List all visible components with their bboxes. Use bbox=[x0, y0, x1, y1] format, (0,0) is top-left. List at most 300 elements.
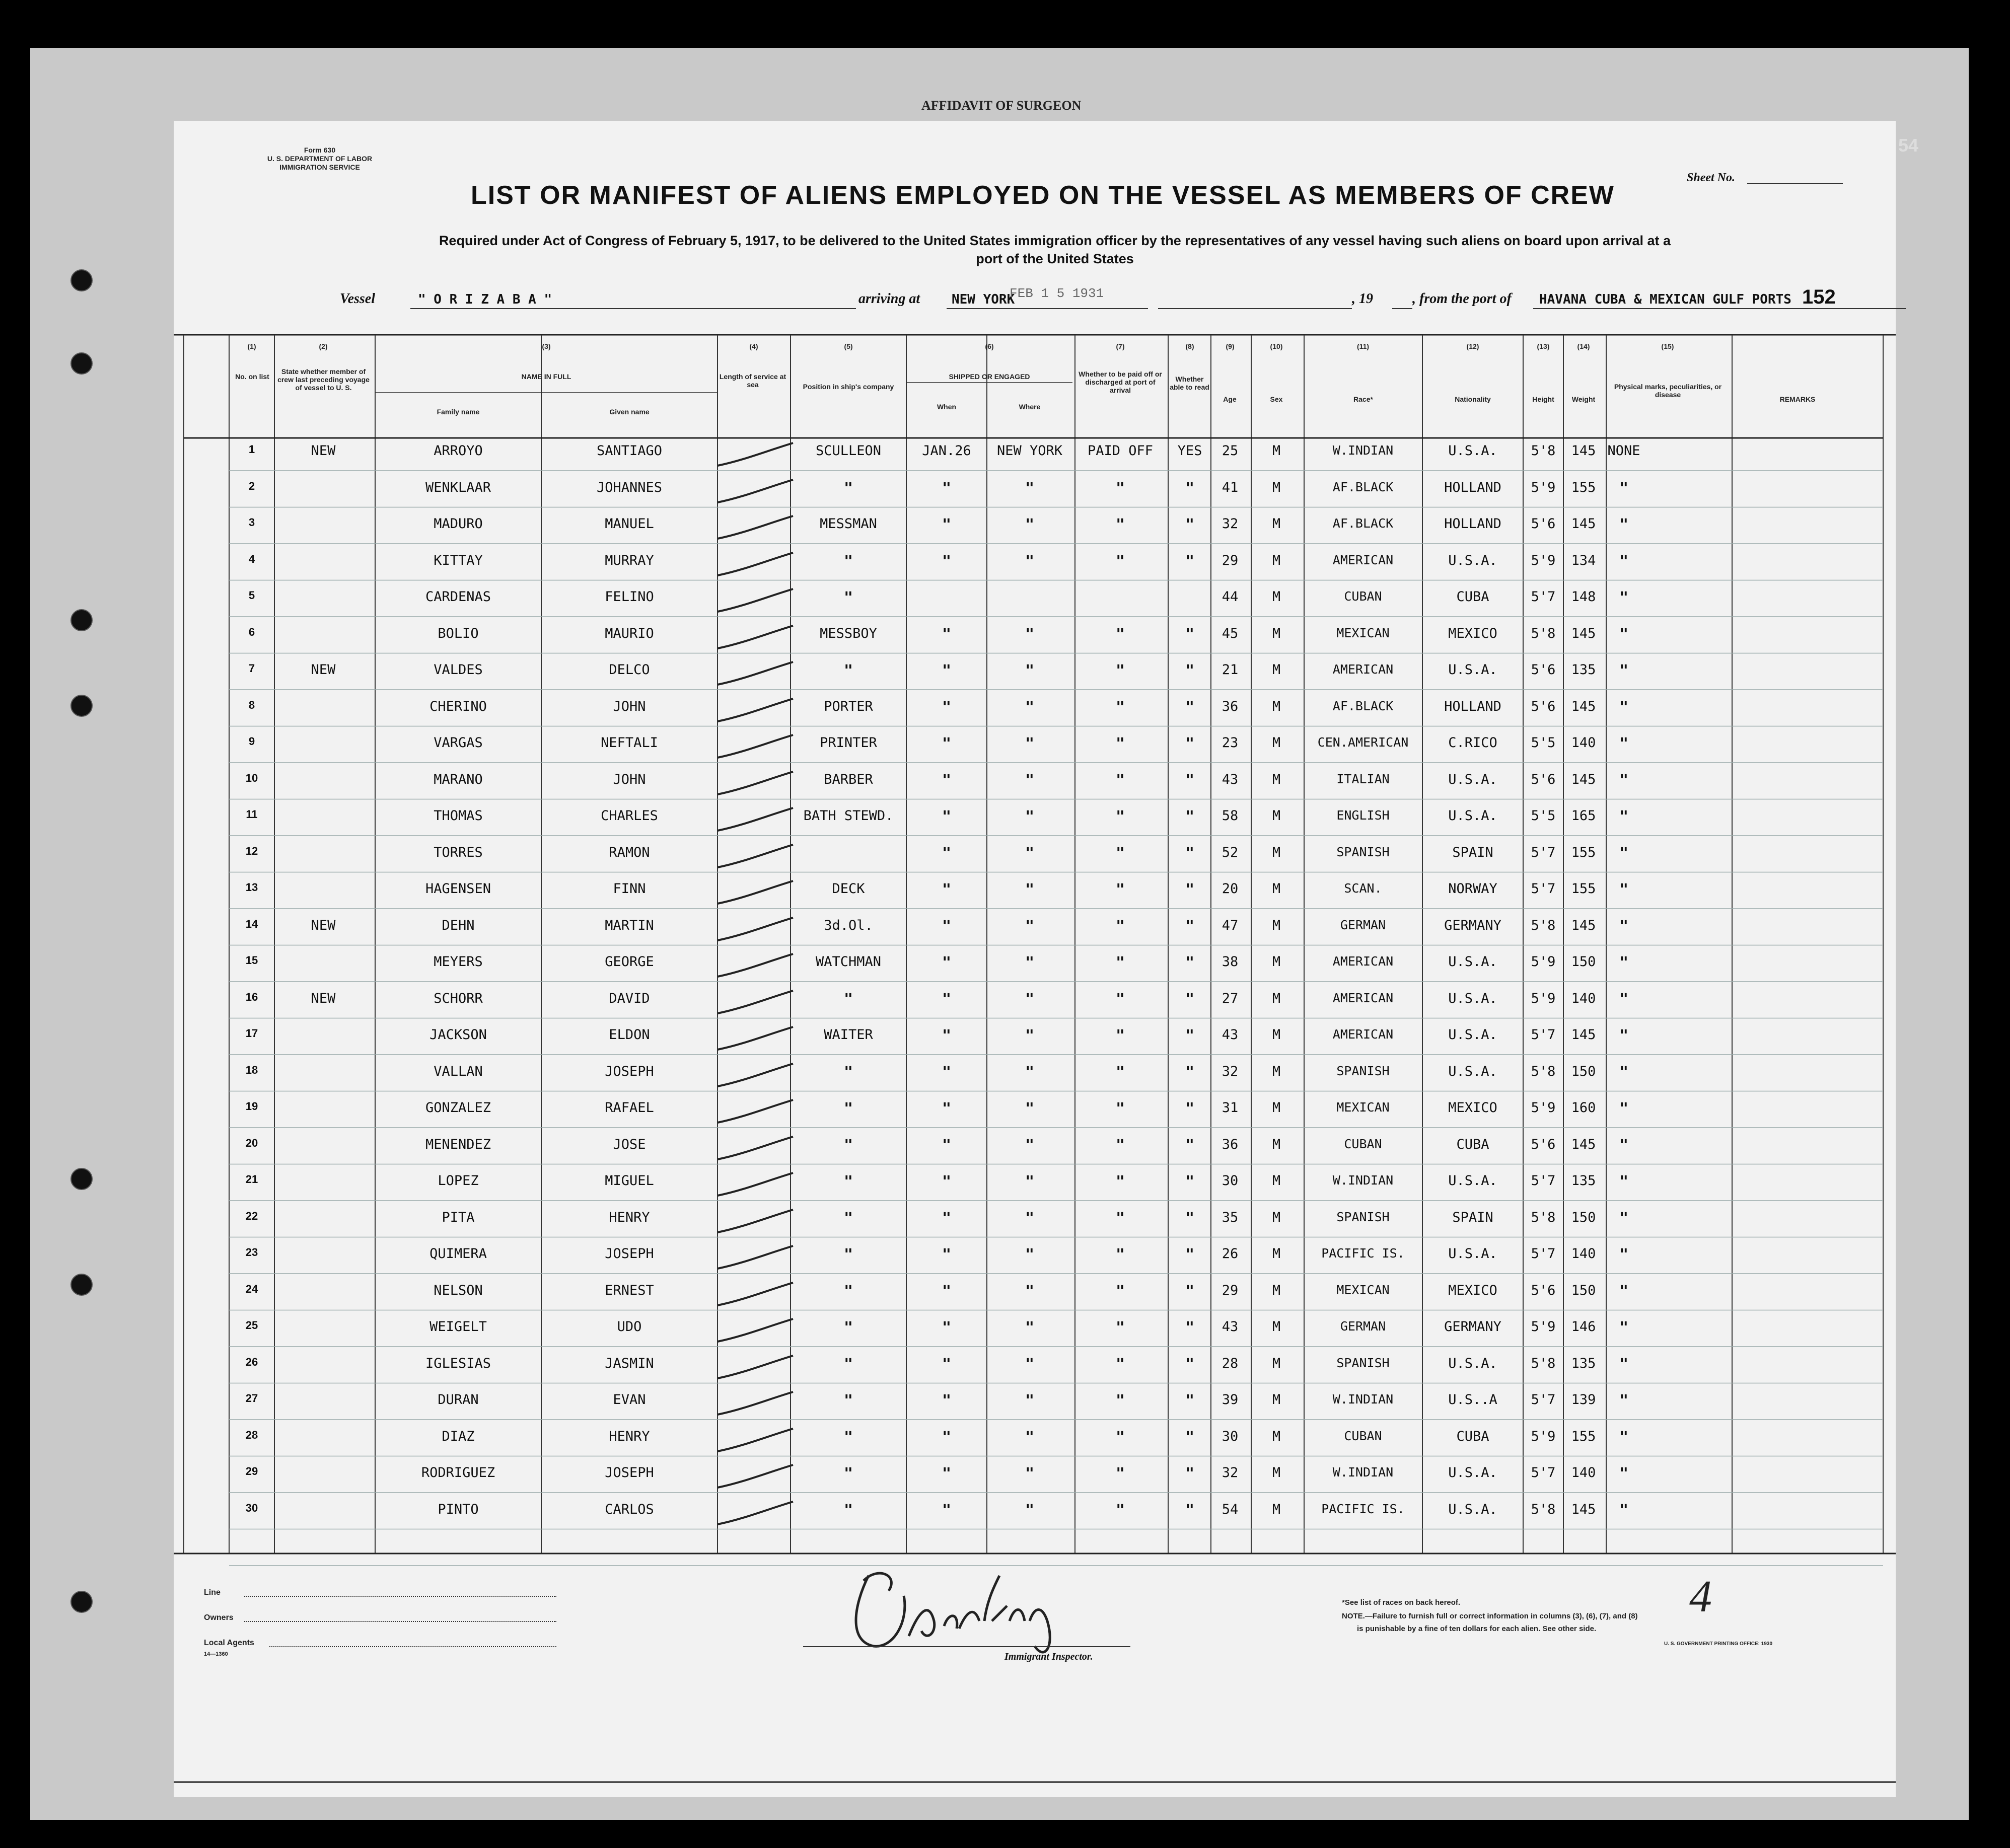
cell-when: " bbox=[942, 1355, 952, 1373]
vessel-label: Vessel bbox=[340, 291, 375, 307]
cell-family: WEIGELT bbox=[429, 1319, 487, 1335]
cell-given: JOSEPH bbox=[605, 1465, 654, 1481]
cell-given: RAMON bbox=[609, 844, 650, 860]
cell-position: " bbox=[843, 1428, 853, 1446]
cell-where: " bbox=[1025, 917, 1035, 935]
cell-prev: NEW bbox=[311, 990, 336, 1006]
cell-sex: M bbox=[1272, 1282, 1281, 1298]
cell-nat: GERMANY bbox=[1444, 917, 1501, 933]
cell-read: " bbox=[1185, 808, 1195, 826]
cell-read: " bbox=[1185, 1282, 1195, 1300]
cell-where: " bbox=[1025, 1501, 1035, 1519]
cell-height: 5'8 bbox=[1531, 1063, 1556, 1079]
column-number: (3) bbox=[542, 342, 551, 350]
cell-where: " bbox=[1025, 1392, 1035, 1410]
cell-age: 31 bbox=[1222, 1100, 1239, 1116]
cell-age: 39 bbox=[1222, 1392, 1239, 1408]
service-check-mark bbox=[712, 1462, 798, 1493]
cell-sex: M bbox=[1272, 552, 1281, 568]
cell-marks: " bbox=[1619, 1027, 1629, 1045]
cell-race: CUBAN bbox=[1344, 1428, 1382, 1443]
cell-nat: U.S.A. bbox=[1448, 1501, 1497, 1517]
cell-height: 5'6 bbox=[1531, 662, 1556, 678]
cell-family: RODRIGUEZ bbox=[421, 1465, 495, 1481]
cell-sex: M bbox=[1272, 1428, 1281, 1444]
cell-race: MEXICAN bbox=[1336, 1282, 1390, 1297]
cell-position: PORTER bbox=[824, 698, 873, 714]
cell-marks: " bbox=[1619, 1173, 1629, 1191]
form-id: Form 630 U. S. DEPARTMENT OF LABOR IMMIGRATION SERVICE bbox=[267, 146, 373, 171]
cell-given: CHARLES bbox=[601, 808, 658, 824]
cell-position: " bbox=[843, 1063, 853, 1081]
cell-paid: " bbox=[1115, 808, 1125, 826]
from-label: , from the port of bbox=[1412, 291, 1512, 307]
service-check-mark bbox=[712, 1499, 798, 1529]
cell-position: PRINTER bbox=[820, 735, 877, 751]
cell-no: 26 bbox=[245, 1355, 258, 1368]
cell-read: " bbox=[1185, 844, 1195, 862]
cell-marks: " bbox=[1619, 1209, 1629, 1227]
cell-position: SCULLEON bbox=[815, 443, 882, 459]
cell-where: " bbox=[1025, 516, 1035, 534]
cell-given: SANTIAGO bbox=[596, 443, 663, 459]
cell-no: 28 bbox=[245, 1428, 258, 1441]
col-header-where: Where bbox=[1019, 403, 1041, 411]
cell-nat: SPAIN bbox=[1452, 1209, 1493, 1225]
cell-when: " bbox=[942, 1209, 952, 1227]
cell-given: FINN bbox=[613, 881, 646, 897]
cell-weight: 145 bbox=[1571, 443, 1596, 459]
crew-manifest-form bbox=[174, 121, 1896, 1797]
column-number: (11) bbox=[1356, 342, 1370, 350]
col-header-paid-off: Whether to be paid off or discharged at port of arrival bbox=[1079, 370, 1162, 394]
column-number: (8) bbox=[1185, 342, 1194, 350]
cell-when: " bbox=[942, 881, 952, 899]
cell-sex: M bbox=[1272, 1100, 1281, 1116]
cell-prev: NEW bbox=[311, 662, 336, 678]
cell-age: 47 bbox=[1222, 917, 1239, 933]
cell-family: HAGENSEN bbox=[425, 881, 491, 897]
cell-weight: 139 bbox=[1571, 1392, 1596, 1408]
cell-height: 5'6 bbox=[1531, 1136, 1556, 1152]
col-header-age: Age bbox=[1223, 395, 1237, 403]
cell-marks: " bbox=[1619, 1319, 1629, 1337]
cell-where: " bbox=[1025, 881, 1035, 899]
cell-age: 25 bbox=[1222, 443, 1239, 459]
binder-hole bbox=[70, 1591, 93, 1613]
cell-when: " bbox=[942, 625, 952, 643]
column-number: (6) bbox=[985, 342, 994, 350]
cell-height: 5'7 bbox=[1531, 1246, 1556, 1262]
cell-marks: " bbox=[1619, 735, 1629, 753]
binder-hole bbox=[70, 1274, 93, 1296]
cell-marks: " bbox=[1619, 552, 1629, 570]
cell-height: 5'5 bbox=[1531, 808, 1556, 824]
cell-where: " bbox=[1025, 1027, 1035, 1045]
binder-hole bbox=[70, 1168, 93, 1190]
cell-where: " bbox=[1025, 808, 1035, 826]
cell-no: 1 bbox=[248, 443, 255, 456]
cell-sex: M bbox=[1272, 1246, 1281, 1262]
cell-weight: 148 bbox=[1571, 589, 1596, 605]
underlay-title: AFFIDAVIT OF SURGEON bbox=[921, 98, 1082, 113]
printer-imprint: U. S. GOVERNMENT PRINTING OFFICE: 1930 bbox=[1664, 1641, 1773, 1647]
binder-hole bbox=[70, 609, 93, 631]
cell-position: " bbox=[843, 1173, 853, 1191]
cell-marks: " bbox=[1619, 808, 1629, 826]
cell-race: AMERICAN bbox=[1332, 1027, 1394, 1042]
cell-when: " bbox=[942, 990, 952, 1008]
cell-age: 36 bbox=[1222, 698, 1239, 714]
cell-sex: M bbox=[1272, 662, 1281, 678]
inspector-signature bbox=[833, 1545, 1145, 1661]
cell-paid: " bbox=[1115, 625, 1125, 643]
cell-no: 24 bbox=[245, 1282, 258, 1295]
cell-when: JAN.26 bbox=[922, 443, 971, 459]
cell-age: 32 bbox=[1222, 1063, 1239, 1079]
cell-marks: " bbox=[1619, 1501, 1629, 1519]
cell-weight: 145 bbox=[1571, 516, 1596, 532]
cell-given: JOSEPH bbox=[605, 1063, 654, 1079]
cell-race: AMERICAN bbox=[1332, 662, 1394, 677]
cell-age: 35 bbox=[1222, 1209, 1239, 1225]
service-check-mark bbox=[712, 586, 798, 617]
cell-paid: " bbox=[1115, 1100, 1125, 1118]
cell-family: TORRES bbox=[434, 844, 483, 860]
cell-nat: U.S.A. bbox=[1448, 552, 1497, 568]
column-number: (5) bbox=[844, 342, 853, 350]
cell-marks: " bbox=[1619, 844, 1629, 862]
from-port: HAVANA CUBA & MEXICAN GULF PORTS bbox=[1539, 292, 1791, 307]
cell-race: AF.BLACK bbox=[1332, 698, 1394, 713]
cell-height: 5'9 bbox=[1531, 1319, 1556, 1335]
cell-family: VARGAS bbox=[434, 735, 483, 751]
cell-where: NEW YORK bbox=[996, 443, 1063, 459]
cell-read: " bbox=[1185, 990, 1195, 1008]
cell-family: WENKLAAR bbox=[425, 479, 491, 495]
arriving-port: NEW YORK bbox=[952, 292, 1015, 307]
cell-where: " bbox=[1025, 1100, 1035, 1118]
cell-race: AF.BLACK bbox=[1332, 479, 1394, 494]
cell-position: " bbox=[843, 589, 853, 607]
cell-given: JOSE bbox=[613, 1136, 646, 1152]
cell-read: " bbox=[1185, 1319, 1195, 1337]
cell-read: " bbox=[1185, 1246, 1195, 1264]
cell-nat: GERMANY bbox=[1444, 1319, 1501, 1335]
cell-height: 5'7 bbox=[1531, 1465, 1556, 1481]
cell-paid: " bbox=[1115, 844, 1125, 862]
cell-where: " bbox=[1025, 1173, 1035, 1191]
cell-read: " bbox=[1185, 954, 1195, 972]
cell-paid: " bbox=[1115, 1063, 1125, 1081]
column-number: (15) bbox=[1661, 342, 1674, 350]
cell-read: " bbox=[1185, 771, 1195, 789]
cell-paid: " bbox=[1115, 1428, 1125, 1446]
cell-weight: 150 bbox=[1571, 1282, 1596, 1298]
cell-when: " bbox=[942, 1501, 952, 1519]
vessel-name: " O R I Z A B A " bbox=[418, 292, 552, 307]
cell-weight: 134 bbox=[1571, 552, 1596, 568]
cell-paid: " bbox=[1115, 735, 1125, 753]
cell-given: JOSEPH bbox=[605, 1246, 654, 1262]
cell-age: 52 bbox=[1222, 844, 1239, 860]
cell-marks: " bbox=[1619, 516, 1629, 534]
cell-paid: " bbox=[1115, 1501, 1125, 1519]
cell-race: PACIFIC IS. bbox=[1321, 1246, 1405, 1261]
cell-nat: U.S.A. bbox=[1448, 990, 1497, 1006]
cell-race: MEXICAN bbox=[1336, 625, 1390, 640]
cell-position: " bbox=[843, 479, 853, 497]
cell-paid: " bbox=[1115, 1282, 1125, 1300]
cell-age: 45 bbox=[1222, 625, 1239, 641]
cell-family: KITTAY bbox=[434, 552, 483, 568]
cell-age: 27 bbox=[1222, 990, 1239, 1006]
cell-where: " bbox=[1025, 771, 1035, 789]
cell-sex: M bbox=[1272, 625, 1281, 641]
service-check-mark bbox=[712, 440, 798, 471]
cell-position: " bbox=[843, 1465, 853, 1483]
cell-family: MEYERS bbox=[434, 954, 483, 970]
cell-nat: CUBA bbox=[1456, 1428, 1489, 1444]
arriving-label: arriving at bbox=[858, 291, 920, 307]
cell-given: EVAN bbox=[613, 1392, 646, 1408]
cell-where: " bbox=[1025, 698, 1035, 716]
cell-when: " bbox=[942, 479, 952, 497]
cell-race: CEN.AMERICAN bbox=[1317, 735, 1409, 750]
cell-weight: 135 bbox=[1571, 1355, 1596, 1371]
cell-where: " bbox=[1025, 1465, 1035, 1483]
cell-age: 41 bbox=[1222, 479, 1239, 495]
cell-marks: " bbox=[1619, 954, 1629, 972]
cell-marks: " bbox=[1619, 698, 1629, 716]
cell-position: WAITER bbox=[824, 1027, 873, 1043]
col-header-weight: Weight bbox=[1571, 395, 1596, 403]
margin-mark: 4 bbox=[1689, 1572, 1712, 1621]
cell-paid: " bbox=[1115, 917, 1125, 935]
cell-sex: M bbox=[1272, 1209, 1281, 1225]
cell-read: " bbox=[1185, 1027, 1195, 1045]
cell-given: JASMIN bbox=[605, 1355, 654, 1371]
cell-read: " bbox=[1185, 735, 1195, 753]
cell-marks: " bbox=[1619, 625, 1629, 643]
cell-when: " bbox=[942, 844, 952, 862]
service-check-mark bbox=[712, 1061, 798, 1091]
cell-height: 5'8 bbox=[1531, 625, 1556, 641]
cell-weight: 155 bbox=[1571, 1428, 1596, 1444]
cell-paid: " bbox=[1115, 1209, 1125, 1227]
cell-no: 13 bbox=[245, 881, 258, 894]
cell-marks: " bbox=[1619, 1428, 1629, 1446]
cell-nat: HOLLAND bbox=[1444, 479, 1501, 495]
cell-height: 5'9 bbox=[1531, 1100, 1556, 1116]
cell-no: 4 bbox=[248, 552, 255, 565]
cell-where: " bbox=[1025, 844, 1035, 862]
cell-age: 58 bbox=[1222, 808, 1239, 824]
cell-read: " bbox=[1185, 917, 1195, 935]
cell-race: AMERICAN bbox=[1332, 990, 1394, 1005]
cell-given: JOHN bbox=[613, 771, 646, 787]
cell-paid: " bbox=[1115, 1465, 1125, 1483]
cell-no: 11 bbox=[246, 808, 258, 821]
cell-sex: M bbox=[1272, 844, 1281, 860]
cell-given: MANUEL bbox=[605, 516, 654, 532]
cell-when: " bbox=[942, 552, 952, 570]
cell-when: " bbox=[942, 516, 952, 534]
cell-age: 29 bbox=[1222, 552, 1239, 568]
cell-where: " bbox=[1025, 1136, 1035, 1154]
cell-marks: " bbox=[1619, 662, 1629, 680]
cell-race: AMERICAN bbox=[1332, 552, 1394, 567]
cell-age: 20 bbox=[1222, 881, 1239, 897]
cell-height: 5'9 bbox=[1531, 990, 1556, 1006]
cell-position: MESSMAN bbox=[820, 516, 877, 532]
cell-race: W.INDIAN bbox=[1332, 1173, 1394, 1188]
cell-position: " bbox=[843, 990, 853, 1008]
cell-age: 43 bbox=[1222, 771, 1239, 787]
cell-sex: M bbox=[1272, 808, 1281, 824]
cell-race: MEXICAN bbox=[1336, 1100, 1390, 1115]
cell-position: MESSBOY bbox=[820, 625, 877, 641]
cell-weight: 155 bbox=[1571, 881, 1596, 897]
cell-read: " bbox=[1185, 1501, 1195, 1519]
cell-no: 2 bbox=[248, 479, 255, 492]
cell-family: THOMAS bbox=[434, 808, 483, 824]
cell-position: BATH STEWD. bbox=[803, 808, 894, 824]
cell-sex: M bbox=[1272, 735, 1281, 751]
cell-given: UDO bbox=[617, 1319, 642, 1335]
cell-sex: M bbox=[1272, 479, 1281, 495]
cell-no: 12 bbox=[245, 844, 258, 857]
cell-marks: " bbox=[1619, 917, 1629, 935]
cell-age: 36 bbox=[1222, 1136, 1239, 1152]
cell-nat: C.RICO bbox=[1448, 735, 1497, 751]
cell-weight: 145 bbox=[1571, 625, 1596, 641]
cell-paid: " bbox=[1115, 479, 1125, 497]
cell-weight: 145 bbox=[1571, 1027, 1596, 1043]
cell-read: " bbox=[1185, 552, 1195, 570]
cell-height: 5'9 bbox=[1531, 552, 1556, 568]
cell-race: SPANISH bbox=[1336, 844, 1390, 859]
cell-when: " bbox=[942, 1282, 952, 1300]
cell-nat: U.S.A. bbox=[1448, 1465, 1497, 1481]
cell-when: " bbox=[942, 1428, 952, 1446]
col-header-nationality: Nationality bbox=[1455, 395, 1491, 403]
page-number: 54 bbox=[1898, 135, 1919, 156]
manifest-number: 152 bbox=[1802, 286, 1836, 308]
cell-no: 17 bbox=[245, 1027, 258, 1040]
cell-no: 6 bbox=[248, 625, 255, 638]
cell-nat: SPAIN bbox=[1452, 844, 1493, 860]
cell-where: " bbox=[1025, 1246, 1035, 1264]
cell-family: PITA bbox=[442, 1209, 475, 1225]
service-check-mark bbox=[712, 1207, 798, 1237]
column-number: (1) bbox=[247, 342, 256, 350]
cell-nat: U.S.A. bbox=[1448, 771, 1497, 787]
col-header-shipped: SHIPPED OR ENGAGED bbox=[949, 373, 1030, 381]
cell-weight: 150 bbox=[1571, 1063, 1596, 1079]
cell-family: IGLESIAS bbox=[425, 1355, 491, 1371]
service-check-mark bbox=[712, 988, 798, 1018]
cell-marks: " bbox=[1619, 1355, 1629, 1373]
cell-paid: " bbox=[1115, 1246, 1125, 1264]
cell-marks: " bbox=[1619, 881, 1629, 899]
cell-family: MENENDEZ bbox=[425, 1136, 491, 1152]
note-fine: is punishable by a fine of ten dollars for each alien. See other side. bbox=[1357, 1624, 1597, 1633]
cell-when: " bbox=[942, 735, 952, 753]
cell-given: JOHANNES bbox=[596, 479, 663, 495]
service-check-mark bbox=[712, 550, 798, 580]
cell-nat: CUBA bbox=[1456, 1136, 1489, 1152]
cell-read: " bbox=[1185, 479, 1195, 497]
cell-race: CUBAN bbox=[1344, 589, 1382, 604]
col-header-marks: Physical marks, peculiarities, or disease bbox=[1614, 383, 1722, 399]
cell-race: ITALIAN bbox=[1336, 771, 1390, 786]
cell-weight: 145 bbox=[1571, 771, 1596, 787]
column-number: (2) bbox=[319, 342, 328, 350]
cell-age: 26 bbox=[1222, 1246, 1239, 1262]
cell-height: 5'8 bbox=[1531, 917, 1556, 933]
cell-when: " bbox=[942, 1136, 952, 1154]
cell-family: QUIMERA bbox=[429, 1246, 487, 1262]
col-header-service: Length of service at sea bbox=[719, 373, 786, 389]
cell-no: 30 bbox=[245, 1501, 258, 1514]
cell-height: 5'6 bbox=[1531, 516, 1556, 532]
cell-age: 43 bbox=[1222, 1319, 1239, 1335]
cell-given: NEFTALI bbox=[601, 735, 658, 751]
cell-no: 19 bbox=[245, 1100, 258, 1113]
cell-sex: M bbox=[1272, 917, 1281, 933]
cell-marks: " bbox=[1619, 589, 1629, 607]
cell-paid: " bbox=[1115, 881, 1125, 899]
service-check-mark bbox=[712, 1426, 798, 1456]
cell-read: " bbox=[1185, 881, 1195, 899]
cell-paid: " bbox=[1115, 1319, 1125, 1337]
cell-where: " bbox=[1025, 1428, 1035, 1446]
service-check-mark bbox=[712, 1170, 798, 1201]
manifest-subtitle: Required under Act of Congress of February 5, 1917, to be delivered to the United States immigration officer by the representatives of any vessel having such aliens on board upon arrival at a port of the United States bbox=[439, 233, 1671, 266]
cell-no: 20 bbox=[245, 1136, 258, 1149]
cell-weight: 145 bbox=[1571, 1501, 1596, 1517]
cell-given: ERNEST bbox=[605, 1282, 654, 1298]
column-number: (13) bbox=[1537, 342, 1550, 350]
cell-nat: CUBA bbox=[1456, 589, 1489, 605]
cell-no: 22 bbox=[245, 1209, 258, 1222]
cell-height: 5'6 bbox=[1531, 771, 1556, 787]
cell-given: HENRY bbox=[609, 1209, 650, 1225]
cell-position: " bbox=[843, 1209, 853, 1227]
cell-race: SPANISH bbox=[1336, 1209, 1390, 1224]
cell-where: " bbox=[1025, 552, 1035, 570]
cell-weight: 135 bbox=[1571, 1173, 1596, 1189]
cell-when: " bbox=[942, 808, 952, 826]
cell-weight: 145 bbox=[1571, 698, 1596, 714]
cell-paid: " bbox=[1115, 990, 1125, 1008]
service-check-mark bbox=[712, 1243, 798, 1274]
date-stamp: FEB 1 5 1931 bbox=[1010, 286, 1104, 301]
sheet-label: Sheet No. bbox=[1687, 171, 1735, 184]
cell-paid: " bbox=[1115, 552, 1125, 570]
cell-family: DEHN bbox=[442, 917, 475, 933]
cell-no: 5 bbox=[248, 589, 255, 602]
cell-when: " bbox=[942, 1319, 952, 1337]
cell-age: 29 bbox=[1222, 1282, 1239, 1298]
cell-sex: M bbox=[1272, 443, 1281, 459]
cell-no: 7 bbox=[248, 662, 255, 675]
cell-marks: " bbox=[1619, 1063, 1629, 1081]
col-header-remarks: REMARKS bbox=[1779, 395, 1816, 403]
cell-read: " bbox=[1185, 625, 1195, 643]
cell-marks: " bbox=[1619, 1282, 1629, 1300]
